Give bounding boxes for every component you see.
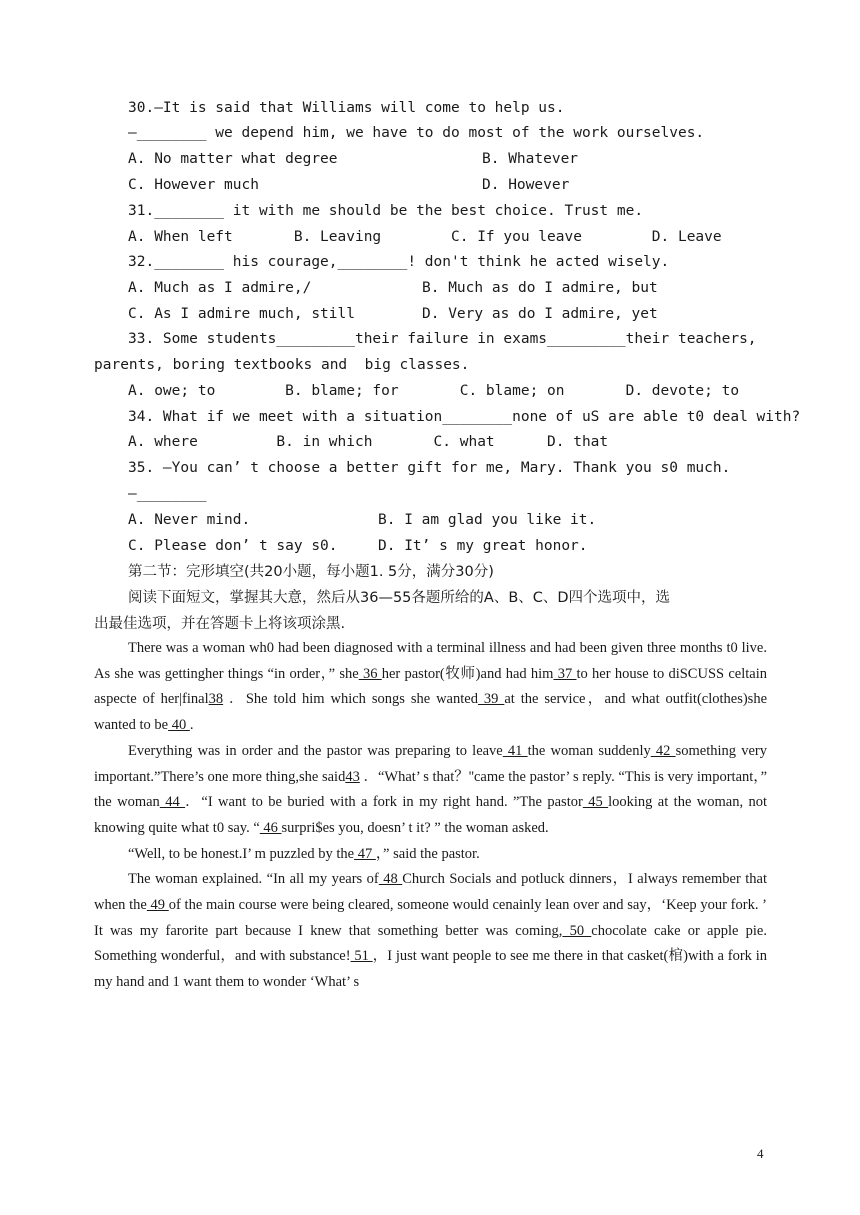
q33-opts: A. owe; to B. blame; for C. blame; on D. devote; to: [128, 383, 740, 399]
cloze-blank: 45: [582, 794, 609, 811]
passage-text: to her house to diSCUSS celtain aspecte of her|final: [94, 665, 767, 708]
passage-text: The woman explained. “In all my years of: [128, 871, 379, 888]
q30-opt-d: D. However: [482, 177, 570, 193]
q32-opt-d: D. Very as do I admire, yet: [422, 306, 658, 322]
q30-opt-a: A. No matter what degree: [128, 151, 338, 167]
passage-text: something very important.”There’s one more thing,she said: [94, 742, 767, 785]
passage-text: .: [189, 717, 194, 734]
cloze-blank: 51: [350, 948, 373, 965]
q33-stem-1: 33. Some students_________their failure in exams_________their teachers,: [128, 331, 757, 347]
cloze-blank: 39: [477, 691, 505, 708]
cloze-blank: 42: [650, 742, 676, 759]
cloze-blank: 47: [354, 845, 376, 862]
q31-opts: A. When left B. Leaving C. If you leave D. Leave: [128, 229, 722, 245]
cloze-blank: 37: [553, 665, 577, 682]
passage-text: of the main course were being cleared, someone would cenainly lean over and say，‘Keep your fork. ’ It was my farorite part because I knew that something better was coming,: [94, 897, 767, 939]
q35-opt-b: B. I am glad you like it.: [378, 512, 597, 528]
cloze-blank: 44: [159, 794, 186, 811]
passage-paragraph-2: [94, 739, 767, 842]
q35-stem: 35. —You can’ t choose a better gift for me, Mary. Thank you s0 much.: [128, 460, 731, 476]
cloze-blank: 46: [259, 819, 282, 836]
cloze-blank: 48: [378, 871, 403, 888]
passage-text: chocolate cake or apple pie. Something wonderful，and with substance!: [94, 922, 767, 965]
q35-opt-a: A. Never mind.: [128, 512, 251, 528]
passage-text: the woman suddenly: [527, 742, 651, 759]
section-instruction-1: 阅读下面短文，掌握其大意，然后从36—55各题所给的A、B、C、D四个选项中，选: [128, 590, 671, 606]
passage-text: surpri$es you, doesn’ t it? ” the woman asked.: [281, 819, 549, 836]
passage-paragraph-1: [94, 636, 767, 739]
cloze-blank: 49: [146, 897, 169, 914]
q32-opt-b: B. Much as do I admire, but: [422, 280, 658, 296]
passage-text: ．“What’ s that？''came the pastor’ s reply. “This is very important，” the woman: [94, 768, 768, 811]
cloze-blank: 41: [502, 742, 528, 759]
cloze-passage: [94, 636, 767, 996]
q30-opt-b: B. Whatever: [482, 151, 579, 167]
q33-stem-2: parents, boring textbooks and big classes.: [94, 357, 470, 373]
q35-opt-c: C. Please don’ t say s0.: [128, 538, 338, 554]
q32-stem: 32.________ his courage,________! don't think he acted wisely.: [128, 254, 670, 270]
q34-stem: 34. What if we meet with a situation________none of uS are able t0 deal with?: [128, 409, 801, 425]
passage-text: Church Socials and potluck dinners，I always remember that when the: [94, 871, 768, 914]
passage-text: ．She told him which songs she wanted: [229, 691, 478, 708]
cloze-blank: 40: [168, 717, 190, 734]
page-number: 4: [757, 1146, 764, 1161]
passage-text: Everything was in order and the pastor was preparing to leave: [128, 742, 503, 759]
q32-opt-c: C. As I admire much, still: [128, 306, 355, 322]
passage-text: “Well, to be honest.I’ m puzzled by the: [128, 845, 355, 862]
q30-opt-c: C. However much: [128, 177, 259, 193]
q32-opt-a: A. Much as I admire,/: [128, 280, 312, 296]
q30-stem: 30.—It is said that Williams will come to help us.: [128, 100, 565, 116]
q34-opts: A. where B. in which C. what D. that: [128, 434, 609, 450]
passage-paragraph-3: [94, 842, 767, 868]
passage-paragraph-4: [94, 867, 767, 996]
section-heading: 第二节：完形填空(共20小题，每小题1. 5分，满分30分): [128, 564, 494, 580]
q30-reply: —________ we depend him, we have to do most of the work ourselves.: [128, 125, 705, 141]
cloze-blank: 50: [562, 922, 592, 939]
passage-text: looking at the woman, not knowing quite what t0 say. “: [94, 794, 768, 836]
passage-text: ．“I want to be buried with a fork in my right hand. ”The pastor: [185, 794, 583, 811]
cloze-blank: 36: [358, 665, 382, 682]
passage-text: her pastor(牧师)and had him: [381, 665, 554, 682]
q31-stem: 31.________ it with me should be the best choice. Trust me.: [128, 203, 644, 219]
section-instruction-2: 出最佳选项，并在答题卡上将该项涂黑.: [94, 616, 346, 632]
q35-opt-d: D. It’ s my great honor.: [378, 538, 588, 554]
passage-text: at the service，and what outfit(clothes)she wanted to be: [94, 691, 768, 734]
cloze-blank: 43: [345, 768, 360, 785]
passage-text: ，I just want people to see me there in that casket(棺)with a fork in my hand and 1 want them to wonder ‘What’ s: [94, 948, 767, 991]
cloze-blank: 38: [208, 691, 224, 708]
passage-text: There was a woman wh0 had been diagnosed with a terminal illness and had been given three months t0 live. As she was gettingher things “in order，” she: [94, 640, 767, 682]
q35-reply: —________: [128, 486, 207, 502]
passage-text: ，” said the pastor.: [375, 845, 480, 862]
